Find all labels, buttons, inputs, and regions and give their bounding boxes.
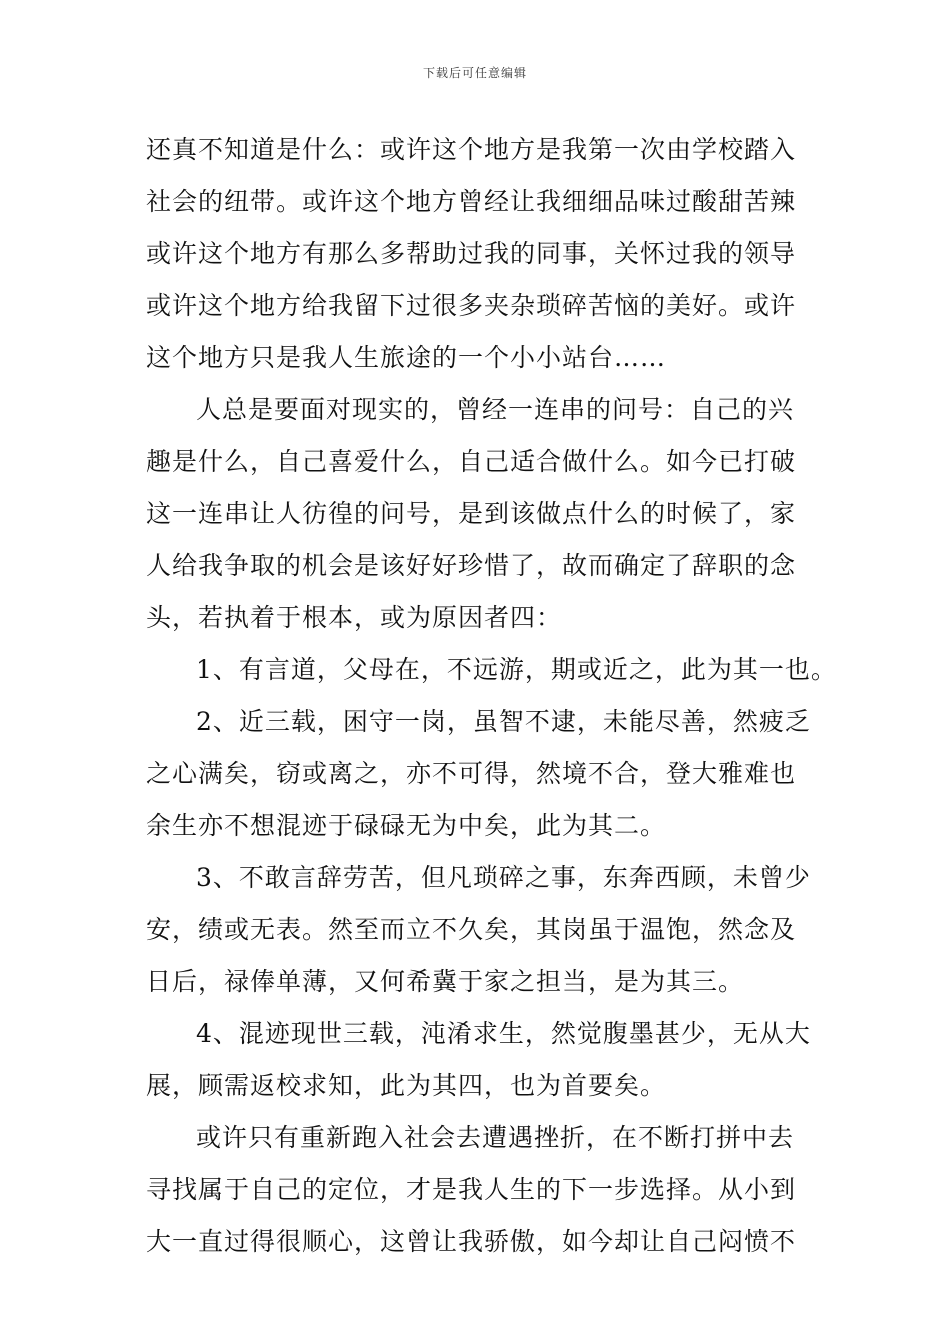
text-line: 大一直过得很顺心，这曾让我骄傲，如今却让自己闷愤不 (146, 1227, 797, 1256)
text-line: 1、有言道，父母在，不远游，期或近之，此为其一也。 (196, 655, 837, 684)
text-line: 寻找属于自己的定位，才是我人生的下一步选择。从小到 (146, 1175, 797, 1204)
text-line: 日后，禄俸单薄，又何希冀于家之担当，是为其三。 (146, 967, 745, 996)
text-line: 这一连串让人彷徨的问号，是到该做点什么的时候了，家 (146, 499, 797, 528)
text-line: 安，绩或无表。然至而立不久矣，其岗虽于温饱，然念及 (146, 915, 797, 944)
text-line: 趣是什么，自己喜爱什么，自己适合做什么。如今已打破 (146, 447, 797, 476)
text-line: 这个地方只是我人生旅途的一个小小站台…… (146, 343, 667, 372)
text-line: 4、混迹现世三载，沌淆求生，然觉腹墨甚少，无从大 (196, 1019, 811, 1048)
text-line: 或许这个地方有那么多帮助过我的同事，关怀过我的领导 (146, 239, 797, 268)
text-line: 3、不敢言辞劳苦，但凡琐碎之事，东奔西顾，未曾少 (196, 863, 811, 892)
text-line: 社会的纽带。或许这个地方曾经让我细细品味过酸甜苦辣 (146, 187, 797, 216)
text-line: 或许只有重新跑入社会去遭遇挫折，在不断打拼中去 (196, 1123, 795, 1152)
text-line: 之心满矣，窃或离之，亦不可得，然境不合，登大雅难也 (146, 759, 797, 788)
text-line: 头，若执着于根本，或为原因者四： (146, 603, 563, 632)
text-line: 或许这个地方给我留下过很多夹杂琐碎苦恼的美好。或许 (146, 291, 797, 320)
text-line: 人总是要面对现实的，曾经一连串的问号：自己的兴 (196, 395, 795, 424)
document-body (146, 124, 837, 1268)
text-line: 还真不知道是什么：或许这个地方是我第一次由学校踏入 (146, 135, 797, 164)
text-line: 展，顾需返校求知，此为其四，也为首要矣。 (146, 1071, 667, 1100)
text-line: 余生亦不想混迹于碌碌无为中矣，此为其二。 (146, 811, 667, 840)
text-line: 人给我争取的机会是该好好珍惜了，故而确定了辞职的念 (146, 551, 797, 580)
page-header: 下载后可任意编辑 (422, 66, 527, 80)
text-line: 2、近三载，困守一岗，虽智不逮，未能尽善，然疲乏 (196, 707, 811, 736)
